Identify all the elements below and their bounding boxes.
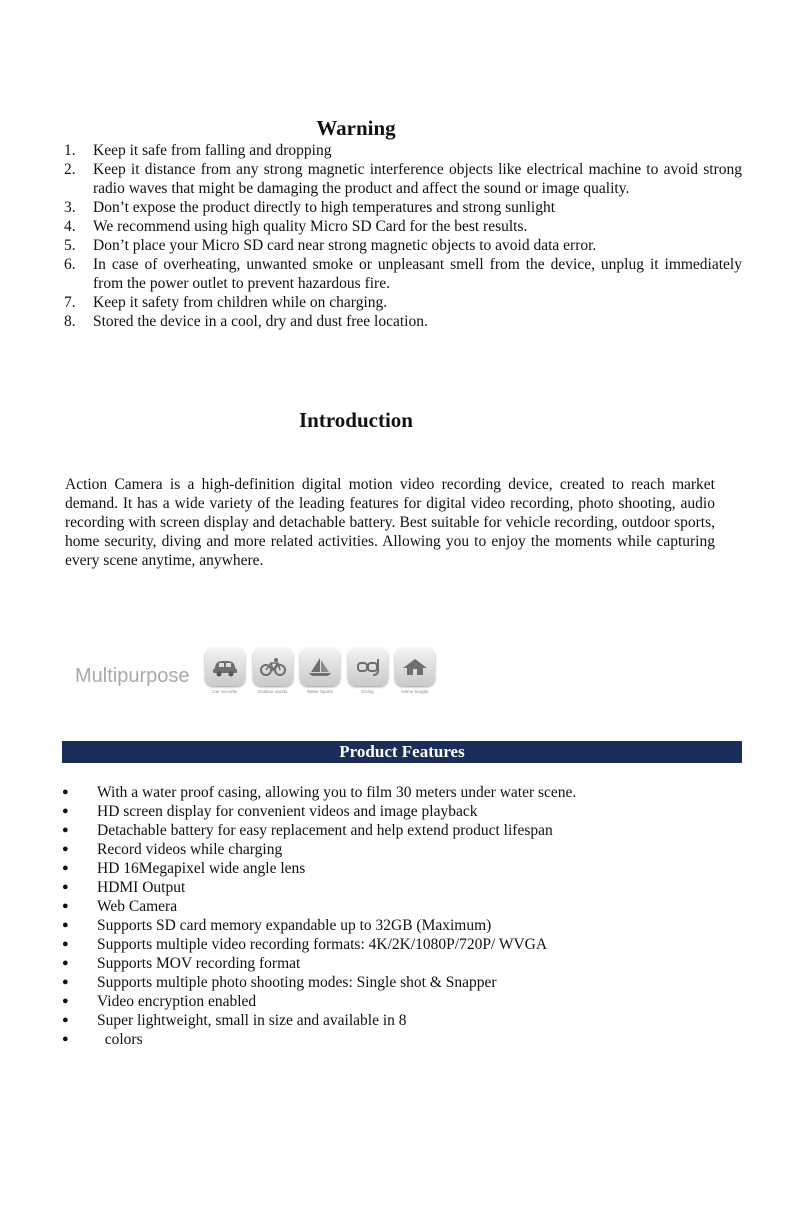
warning-item: 2. Keep it distance from any strong magnetic interference objects like electrical machine to avoid strong radio waves that might be damaging the product and affect the sound or image quality. bbox=[64, 161, 742, 197]
bullet-icon: ● bbox=[62, 881, 69, 893]
diving-mask-icon bbox=[348, 648, 388, 686]
warning-list bbox=[62, 141, 742, 331]
list-item: ● Detachable battery for easy replacement and help extend product lifespan bbox=[62, 822, 553, 839]
house-icon bbox=[395, 648, 435, 686]
bullet-icon: ● bbox=[62, 976, 69, 988]
use-case-outdoor-sports: Outdoor sports bbox=[253, 648, 293, 694]
multipurpose-label: Multipurpose bbox=[75, 665, 190, 687]
use-case-home-security: Home burglar bbox=[395, 648, 435, 694]
bullet-icon: ● bbox=[62, 995, 69, 1007]
use-case-car: Car recorder bbox=[205, 648, 245, 694]
list-item: ● Supports multiple video recording formats: 4K/2K/1080P/720P/ WVGA bbox=[62, 936, 548, 953]
list-item: ● Supports MOV recording format bbox=[62, 955, 301, 972]
warning-item: 3. Don’t expose the product directly to high temperatures and strong sunlight bbox=[64, 199, 556, 216]
warning-item: 5. Don’t place your Micro SD card near strong magnetic objects to avoid data error. bbox=[64, 237, 597, 254]
bullet-icon: ● bbox=[62, 843, 69, 855]
bullet-icon: ● bbox=[62, 805, 69, 817]
bullet-icon: ● bbox=[62, 1033, 69, 1045]
bicycle-icon bbox=[253, 648, 293, 686]
warning-item: 8. Stored the device in a cool, dry and dust free location. bbox=[64, 313, 428, 330]
introduction-text: Action Camera is a high-definition digital motion video recording device, created to reach market demand. It has a wide variety of the leading features for digital video recording, photo shooting, audio recording with screen display and detachable battery. Best suitable for vehicle recording, outdoor sports, home security, diving and more related activities. Allowing you to enjoy the moments while capturing every scene anytime, anywhere. bbox=[65, 476, 715, 569]
bullet-icon: ● bbox=[62, 900, 69, 912]
bullet-icon: ● bbox=[62, 957, 69, 969]
introduction-title: Introduction bbox=[299, 408, 413, 432]
bullet-icon: ● bbox=[62, 1014, 69, 1026]
sailboat-icon bbox=[300, 648, 340, 686]
list-item: ● Super lightweight, small in size and available in 8 bbox=[62, 1012, 407, 1029]
list-item: ● HDMI Output bbox=[62, 879, 186, 896]
list-item: ● Web Camera bbox=[62, 898, 178, 915]
list-item: ● Video encryption enabled bbox=[62, 993, 257, 1010]
list-item: ● HD screen display for convenient videos and image playback bbox=[62, 803, 478, 820]
car-icon bbox=[205, 648, 245, 686]
list-item: ● Supports SD card memory expandable up to 32GB (Maximum) bbox=[62, 917, 492, 934]
warning-item: 1. Keep it safe from falling and dropping bbox=[64, 142, 332, 159]
bullet-icon: ● bbox=[62, 786, 69, 798]
multipurpose-banner bbox=[62, 648, 443, 704]
warning-item: 4. We recommend using high quality Micro SD Card for the best results. bbox=[64, 218, 528, 235]
bullet-icon: ● bbox=[62, 862, 69, 874]
use-case-water-sports: Water Sports bbox=[300, 648, 340, 694]
list-item: ● Supports multiple photo shooting modes: Single shot & Snapper bbox=[62, 974, 497, 991]
list-item: ● HD 16Megapixel wide angle lens bbox=[62, 860, 306, 877]
use-case-diving: Diving bbox=[348, 648, 388, 694]
warning-item: 7. Keep it safety from children while on charging. bbox=[64, 294, 388, 311]
warning-item: 6. In case of overheating, unwanted smoke or unpleasant smell from the device, unplug it immediately from the power outlet to prevent hazardous fire. bbox=[64, 256, 742, 292]
bullet-icon: ● bbox=[62, 824, 69, 836]
list-item: ● Record videos while charging bbox=[62, 841, 283, 858]
list-item: ● colors bbox=[62, 1031, 143, 1048]
list-item: ● With a water proof casing, allowing you to film 30 meters under water scene. bbox=[62, 784, 577, 801]
features-list bbox=[62, 783, 742, 1049]
bullet-icon: ● bbox=[62, 919, 69, 931]
product-features-header: Product Features bbox=[62, 741, 742, 763]
bullet-icon: ● bbox=[62, 938, 69, 950]
warning-title: Warning bbox=[316, 116, 396, 140]
